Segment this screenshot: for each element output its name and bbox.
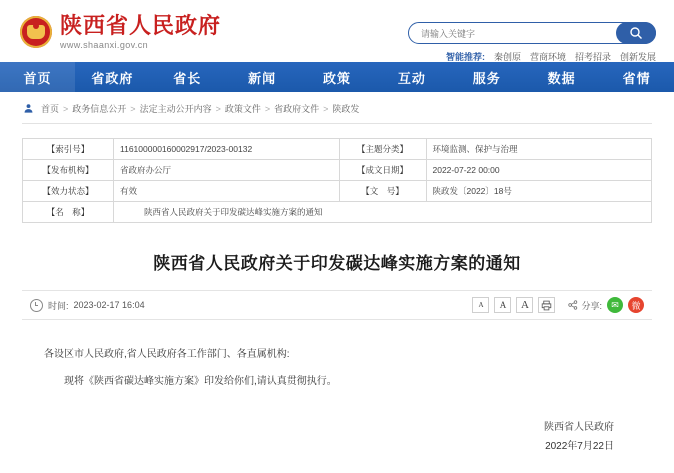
meta-value-publisher: 省政府办公厅 xyxy=(114,160,340,181)
weibo-share-button[interactable]: 微 xyxy=(628,297,644,313)
meta-value-status: 有效 xyxy=(114,181,340,202)
table-row xyxy=(23,139,652,160)
breadcrumb-item-2[interactable]: 法定主动公开内容 xyxy=(139,104,212,114)
breadcrumb-item-4[interactable]: 省政府文件 xyxy=(274,104,320,114)
meta-value-date: 2022-07-22 00:00 xyxy=(426,160,652,181)
breadcrumb-item-3[interactable]: 政策文件 xyxy=(224,104,261,114)
table-row xyxy=(23,181,652,202)
nav-item-home[interactable]: 首页 xyxy=(0,62,75,92)
printer-icon xyxy=(541,300,552,311)
publish-time-value: 2023-02-17 16:04 xyxy=(73,300,145,310)
meta-label-index: 【索引号】 xyxy=(23,139,114,160)
nav-item-news[interactable]: 新闻 xyxy=(248,70,277,86)
nav-item-service[interactable]: 服务 xyxy=(472,70,501,86)
user-location-icon xyxy=(22,103,34,115)
search-area xyxy=(408,22,656,63)
nav-item-governor[interactable]: 省长 xyxy=(173,70,202,86)
breadcrumb xyxy=(0,92,674,123)
nav-item-interaction[interactable]: 互动 xyxy=(397,70,426,86)
breadcrumb-separator: > xyxy=(323,103,329,114)
nav-item-data[interactable]: 数据 xyxy=(547,70,576,86)
search-button[interactable] xyxy=(616,22,656,44)
breadcrumb-item-0[interactable]: 首页 xyxy=(41,104,60,114)
breadcrumb-separator: > xyxy=(215,103,221,114)
publish-time xyxy=(30,299,145,312)
site-url: www.shaanxi.gov.cn xyxy=(60,40,149,51)
share-section xyxy=(568,299,602,312)
site-title: 陕西省人民政府 xyxy=(60,13,222,38)
body-paragraph-1: 现将《陕西省碳达峰实施方案》印发给你们,请认真贯彻执行。 xyxy=(64,376,337,387)
body-paragraph-0: 各设区市人民政府,省人民政府各工作部门、各直属机构: xyxy=(44,349,290,360)
main-nav xyxy=(0,62,674,92)
nav-item-province-info[interactable]: 省情 xyxy=(622,70,651,86)
meta-value-docnumber: 陕政发〔2022〕18号 xyxy=(426,181,652,202)
meta-label-publisher: 【发布机构】 xyxy=(23,160,114,181)
page-title: 陕西省人民政府关于印发碳达峰实施方案的通知 xyxy=(153,254,521,273)
table-row xyxy=(23,202,652,223)
print-button[interactable] xyxy=(538,297,555,313)
share-label: 分享: xyxy=(581,300,602,311)
font-size-small-button[interactable]: A xyxy=(472,297,489,313)
publish-time-label: 时间: xyxy=(48,300,69,311)
breadcrumb-item-5[interactable]: 陕政发 xyxy=(332,104,360,114)
hot-keyword-2[interactable]: 招考招录 xyxy=(574,52,611,62)
hot-keywords-label: 智能推荐: xyxy=(445,52,485,62)
breadcrumb-divider xyxy=(22,123,652,124)
national-emblem-icon xyxy=(20,16,52,48)
signature-organization: 陕西省人民政府 xyxy=(544,422,614,433)
nav-item-provincial-government[interactable]: 省政府 xyxy=(91,70,134,86)
meta-label-date: 【成文日期】 xyxy=(339,160,426,181)
document-signature xyxy=(0,418,614,456)
document-toolbar xyxy=(22,290,652,320)
hot-keywords xyxy=(408,50,656,63)
breadcrumb-separator: > xyxy=(130,103,136,114)
search-icon xyxy=(629,26,643,40)
breadcrumb-separator: > xyxy=(264,103,271,114)
share-icon xyxy=(568,300,578,310)
document-body xyxy=(44,344,630,392)
toolbar-actions xyxy=(472,297,644,313)
hot-keyword-0[interactable]: 秦创原 xyxy=(493,52,521,62)
meta-label-docnumber: 【文 号】 xyxy=(339,181,426,202)
site-logo[interactable] xyxy=(20,14,221,50)
meta-value-category: 环境监测、保护与治理 xyxy=(426,139,652,160)
meta-label-status: 【效力状态】 xyxy=(23,181,114,202)
wechat-share-button[interactable]: ✉ xyxy=(607,297,623,313)
font-size-medium-button[interactable]: A xyxy=(494,297,511,313)
hot-keyword-3[interactable]: 创新发展 xyxy=(619,52,656,62)
meta-value-name: 陕西省人民政府关于印发碳达峰实施方案的通知 xyxy=(114,202,652,223)
breadcrumb-item-1[interactable]: 政务信息公开 xyxy=(72,104,127,114)
nav-item-policy[interactable]: 政策 xyxy=(323,70,352,86)
hot-keyword-1[interactable]: 营商环境 xyxy=(529,52,566,62)
meta-label-name: 【名 称】 xyxy=(23,202,114,223)
document-meta xyxy=(22,138,652,223)
search-box[interactable] xyxy=(408,22,656,44)
breadcrumb-separator: > xyxy=(63,103,69,114)
meta-value-index: 116100000160002917/2023-00132 xyxy=(114,139,340,160)
table-row xyxy=(23,160,652,181)
site-header xyxy=(0,0,674,62)
font-size-large-button[interactable]: A xyxy=(516,297,533,313)
signature-date: 2022年7月22日 xyxy=(545,441,614,452)
search-input[interactable] xyxy=(419,23,613,45)
clock-icon xyxy=(30,299,43,312)
meta-label-category: 【主题分类】 xyxy=(339,139,426,160)
